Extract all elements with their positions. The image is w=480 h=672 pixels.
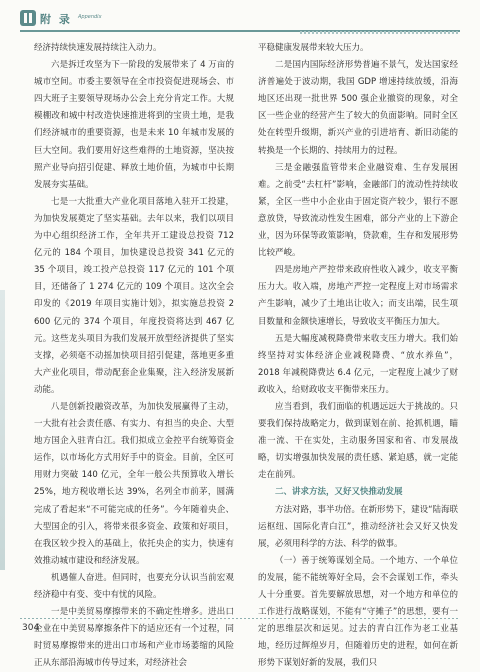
paragraph: 三是金融强监管带来企业融资难、生存发展困难。之前受“去杠杆”影响，金融部门的流动性持续收紧，全区一些中小企业由于固定资产较少，银行不愿意放贷，导致流动性发生困难，部分产业的上下游企业，因为环保等政策影响，贷款难，生存和发展形势比较严峻。	[258, 162, 458, 259]
left-text-column	[34, 40, 234, 672]
paragraph: 四是房地产严控带来政府性收入减少，收支平衡压力大。收入端，房地产严控一定程度上对市场需求产生影响，减少了土地出让收入；而支出端，民生项目数量和金额快速增长，导致收支平衡压力加大。	[258, 265, 458, 327]
right-text-column	[258, 40, 458, 672]
paragraph: 方法对路，事半功倍。在新形势下，建设“陆海联运枢纽、国际化青白江”，推动经济社会又好又快发展，必须用科学的方法、科学的做事。	[258, 504, 458, 549]
footer-divider	[20, 618, 460, 619]
page-header	[0, 0, 480, 34]
paragraph: （一）善于统筹谋划全局。一个地方、一个单位的发展，能不能统筹好全局，会不会谋划工作，牵头人十分重要。首先要解放思想，对一个地方和单位的工作进行战略谋划，不能有“守摊子”的思想，要有一定的思维层次和远见。过去的青白江作为老工业基地，经历过辉煌岁月，但随着历史的进程，如何在新形势下谋划好新的发展，我们只	[258, 555, 458, 669]
paragraph: 七是一大批重大产业化项目落地入驻开工投建，为加快发展奠定了坚实基础。去年以来，我们以项目为中心组织经济工作，全年共开工建设总投资 712 亿元的 184 个项目，加快建设总投资 341 亿元的 35 个项目，竣工投产总投资 117 亿元的 101 个项目，还储备了 1 274 亿元的 109 个项目。这次全会印发的《2019 年项目实施计划》，拟实施总投资 2 600 亿元的 374 个项目，年度投资将达到 467 亿元。这些龙头项目为我们发展开放型经济提供了坚实支撑，必须毫不动摇加快项目招引促建，落地更多重大产业化项目，带动配套企业集聚，注入经济发展新动能。	[34, 196, 234, 395]
paragraph: 经济持续快速发展持续注入动力。	[34, 43, 162, 53]
page-edge-strip	[0, 290, 5, 570]
header-dotted-divider	[300, 31, 460, 34]
paragraph: 平稳健康发展带来较大压力。	[258, 43, 369, 53]
paragraph: 应当看到，我们面临的机遇远远大于挑战的。只要我们保持战略定力，做到谋划在前、抢抓机遇，瞄准一流、干在实处，主动服务国家和省、市发展战略，切实增强加快发展的责任感、紧迫感，就一定能走在前列。	[258, 401, 458, 481]
paragraph: 八是创新投融资改革，为加快发展赢得了主动，一大批有社会责任感、有实力、有担当的央企、大型地方国企入驻青白江。我们拟成立金控平台统筹资金运作，以市场化方式用好手中的资金。目前，全区可用财力突破 140 亿元，全年一般公共预算收入增长 25%，地方税收增长达 39%，名列全市前茅，圆满完成了看起来“不可能完成的任务”。今年随着央企、大型国企的引入，将带来很多资金、政策和好项目，在我区较少投入的基础上，依托央企的实力，快速有效推动城市建设和经济发展。	[34, 401, 234, 566]
paragraph: 一是中美贸易摩擦带来的不确定性增多。进出口企业在中美贸易摩擦条件下的适应还有一个过程，同时贸易摩擦带来的进出口市场和产业市场萎缩的风险正从东部沿海城市传导过来，对经济社会	[34, 607, 234, 669]
section-label: 附 录	[40, 13, 72, 26]
page-number: 304	[22, 623, 40, 633]
section-sublabel: Appendix	[78, 14, 102, 20]
section-heading: 二、讲求方法，又好又快推动发展	[275, 487, 403, 498]
paragraph: 机遇催人奋进。但同时，也要充分认识当前宏观经济稳中有变、变中有忧的风险。	[34, 572, 234, 600]
paragraph: 二是国内国际经济形势普遍不景气，发达国家经济普遍处于波动期，我国 GDP 增速持续放缓，沿海地区还出现一批世界 500 强企业撤资的现象，对全区一些企业的经营产生了较大的负面影响。同时全区处在转型升级期，新兴产业的引进培育、新旧动能的转换是一个长期的、持续用力的过程。	[258, 60, 458, 156]
book-logo-icon	[20, 10, 36, 26]
paragraph: 五是大幅度减税降费带来收支压力增大。我们始终坚持对实体经济企业减税降费、“放水养鱼”，2018 年减税降费达 6.4 亿元，一定程度上减少了财政收入，给财政收支平衡带来压力。	[258, 333, 458, 395]
paragraph: 六是拆迁攻坚为下一阶段的发展带来了 4 万亩的城市空间。市委主要领导在全市投资促进现场会、市四大班子主要领导现场办公会上充分肯定工作。大规模棚改和城中村改造快速推进将到的宝贵土地，是我们经济城市的重要资源，也是未来 10 年城市发展的巨大空间。我们要用好这些难得的土地资源，坚决按照产业导向招引促建、释放土地价值，为城市中长期发展夯实基础。	[34, 60, 234, 190]
